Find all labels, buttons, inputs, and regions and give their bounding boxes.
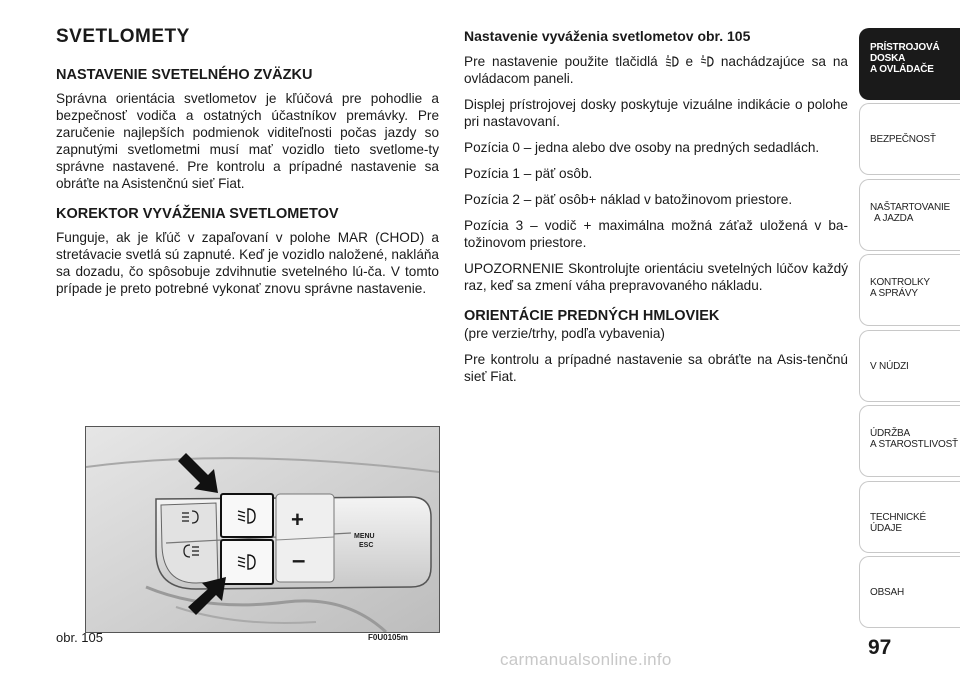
watermark: carmanualsonline.info — [500, 650, 672, 669]
tab-maintenance[interactable] — [859, 405, 960, 477]
page-title: SVETLOMETY — [56, 26, 190, 47]
tab-label-line: KONTROLKY — [870, 277, 930, 288]
section-text-headlight-alignment: Správna orientácia svetlometov je kľúčová pre pohodlie a bezpečnosť vodiča a ostatných účastníkov premávky. Pre zaručenie najlepších podmienok viditeľnosti počas jazdy so zapnutými svetlometmi musí mať vozidlo tieto svetlome-ty správne nastavené. Pre kontrolu a prípadné nastavenie sa obráťte na Asistenčnú sieť Fiat. — [56, 91, 439, 191]
tab-label-line: OBSAH — [870, 587, 905, 598]
figure-caption: obr. 105 — [56, 630, 103, 645]
tab-technical-data[interactable] — [859, 481, 960, 553]
section-heading-headlight-alignment: NASTAVENIE SVETELNÉHO ZVÄZKU — [56, 67, 313, 83]
right-column — [464, 28, 848, 394]
paragraph-buttons-text-start: Pre nastavenie použite tlačidlá — [464, 54, 658, 69]
tab-safety[interactable] — [859, 103, 960, 175]
section-text-fog-lights: Pre kontrolu a prípadné nastavenie sa obráťte na Asis-tenčnú sieť Fiat. — [464, 352, 848, 384]
paragraph-buttons-text-end: nachádzajúce sa na ovládacom paneli. — [464, 54, 848, 86]
tab-instrument-panel[interactable] — [859, 28, 960, 100]
position-1: Pozícia 1 – päť osôb. — [464, 166, 593, 181]
paragraph-buttons-and: e — [685, 54, 694, 69]
section-heading-leveling-adjustment: Nastavenie vyváženia svetlometov obr. 105 — [464, 28, 751, 44]
tab-warning-lights[interactable] — [859, 254, 960, 326]
minus-button-label: – — [292, 547, 306, 574]
section-heading-leveling-corrector: KOREKTOR VYVÁŽENIA SVETLOMETOV — [56, 206, 339, 222]
section-text-leveling-corrector: Funguje, ak je kľúč v zapaľovaní v polohe MAR (CHOD) a stretávacie svetlá sú zapnuté. Keď je vozidlo naložené, nakláňa sa dozadu, čo spôsobuje zdvihnutie svetelného lú-ča. V tomto prípade je preto potrebné vykonať znovu správne nastavenie. — [56, 230, 439, 296]
section-subheading-fog-lights: (pre verzie/trhy, podľa vybavenia) — [464, 326, 665, 341]
control-panel-illustration — [86, 427, 439, 632]
page-number: 97 — [868, 636, 892, 659]
tab-label-line: TECHNICKÉ ÚDAJE — [870, 512, 926, 534]
headlight-level-down-icon — [665, 55, 679, 68]
figure-control-panel — [85, 426, 440, 633]
tab-label-line: A OVLÁDAČE — [870, 64, 934, 75]
left-column — [56, 28, 439, 306]
esc-button-label: ESC — [359, 542, 374, 549]
paragraph-display: Displej prístrojovej dosky poskytuje vizuálne indikácie o polohe pri nastavovaní. — [464, 97, 848, 129]
tab-label-line: A SPRÁVY — [870, 288, 918, 299]
warning-note: UPOZORNENIE Skontrolujte orientáciu svetelných lúčov každý raz, keď sa zmení váha prepravovaného nákladu. — [464, 261, 848, 293]
tab-emergency[interactable] — [859, 330, 960, 402]
tab-label-line: NAŠTARTOVANIE — [870, 202, 951, 213]
chapter-sidebar — [859, 28, 960, 648]
section-heading-fog-lights: ORIENTÁCIE PREDNÝCH HMLOVIEK — [464, 308, 720, 324]
plus-button-label: + — [291, 507, 304, 532]
position-2: Pozícia 2 – päť osôb+ náklad v batožinovom priestore. — [464, 192, 793, 207]
tab-label-line: V NÚDZI — [870, 361, 909, 372]
menu-button-label: MENU — [354, 533, 375, 540]
tab-label-line: DOSKA — [870, 53, 906, 64]
tab-label-line: A JAZDA — [874, 213, 914, 224]
position-0: Pozícia 0 – jedna alebo dve osoby na predných sedadlách. — [464, 140, 820, 155]
paragraph-buttons — [464, 53, 848, 87]
tab-label-line: ÚDRŽBA — [870, 428, 910, 439]
tab-contents[interactable] — [859, 556, 960, 628]
figure-code: F0U0105m — [368, 633, 409, 642]
tab-label-line: PRÍSTROJOVÁ — [870, 42, 940, 53]
headlight-level-up-icon — [700, 55, 714, 68]
tab-label-line: BEZPEČNOSŤ — [870, 134, 936, 145]
tab-starting-driving[interactable] — [859, 179, 960, 251]
position-3: Pozícia 3 – vodič + maximálna možná záťaž uložená v ba-tožinovom priestore. — [464, 218, 848, 250]
tab-label-line: A STAROSTLIVOSŤ — [870, 439, 958, 450]
